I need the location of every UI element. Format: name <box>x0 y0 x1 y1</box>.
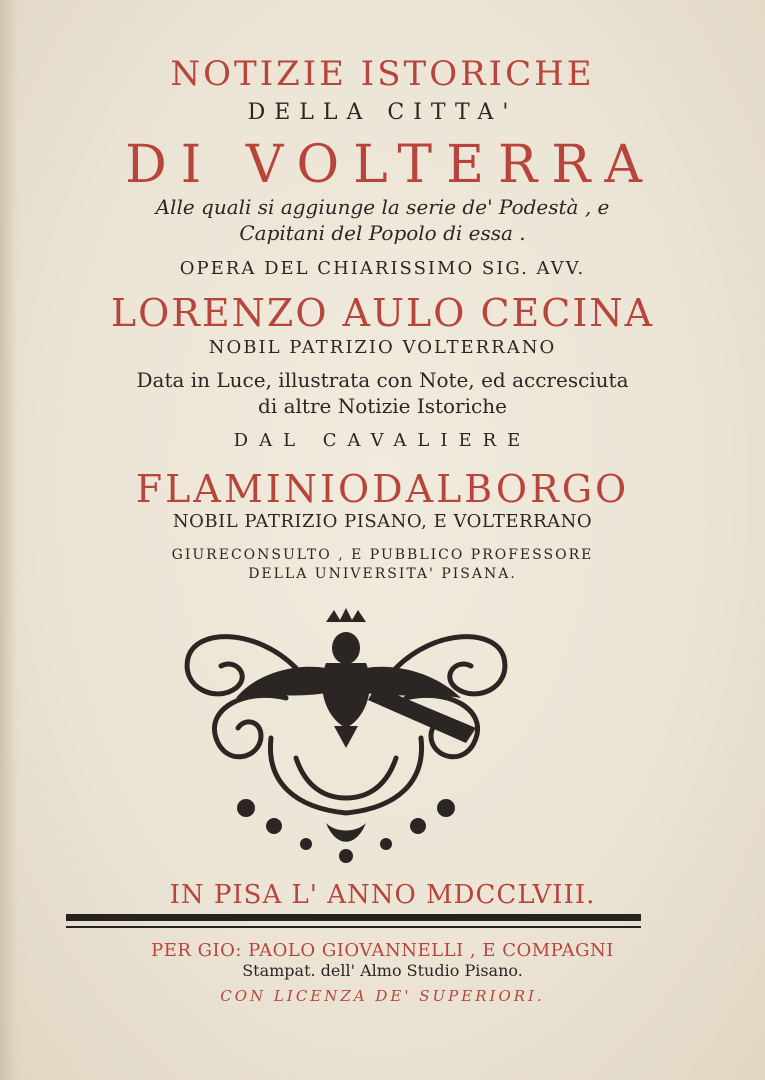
editor-role-line-1: GIURECONSULTO , E PUBBLICO PROFESSORE <box>171 547 594 563</box>
author-name: LORENZO AULO CECINA <box>110 291 655 335</box>
eagle-crest-icon <box>176 608 516 866</box>
author-title: NOBIL PATRIZIO VOLTERRANO <box>208 337 557 358</box>
dal-cavaliere: DAL CAVALIERE <box>233 430 532 451</box>
editor-name: FLAMINIODALBORGO <box>135 467 630 511</box>
subtitle-line-1: Alle quali si aggiunge la serie de' Podestà , e <box>155 195 610 219</box>
title-line-volterra: DI VOLTERRA <box>125 135 656 195</box>
editor-note-line-1: Data in Luce, illustrata con Note, ed accresciuta <box>136 368 629 392</box>
editor-note-line-2: di altre Notizie Istoriche <box>258 394 507 418</box>
editor-title: NOBIL PATRIZIO PISANO, E VOLTERRANO <box>172 511 593 532</box>
editor-role-line-2: DELLA UNIVERSITA' PISANA. <box>248 566 517 582</box>
printer-line: PER GIO: PAOLO GIOVANNELLI , E COMPAGNI <box>151 940 614 961</box>
title-line-notizie: NOTIZIE ISTORICHE <box>170 54 595 94</box>
license-line: CON LICENZA DE' SUPERIORI. <box>220 987 545 1005</box>
rule-thin <box>66 926 641 928</box>
rule-thick <box>66 914 641 921</box>
title-line-della-citta: DELLA CITTA' <box>247 100 518 125</box>
printer-studio: Stampat. dell' Almo Studio Pisano. <box>242 961 523 980</box>
subtitle-line-2: Capitani del Popolo di essa . <box>239 221 526 245</box>
imprint-year: IN PISA L' ANNO MDCCLVIII. <box>169 880 596 910</box>
opera-line: OPERA DEL CHIARISSIMO SIG. AVV. <box>179 258 586 279</box>
